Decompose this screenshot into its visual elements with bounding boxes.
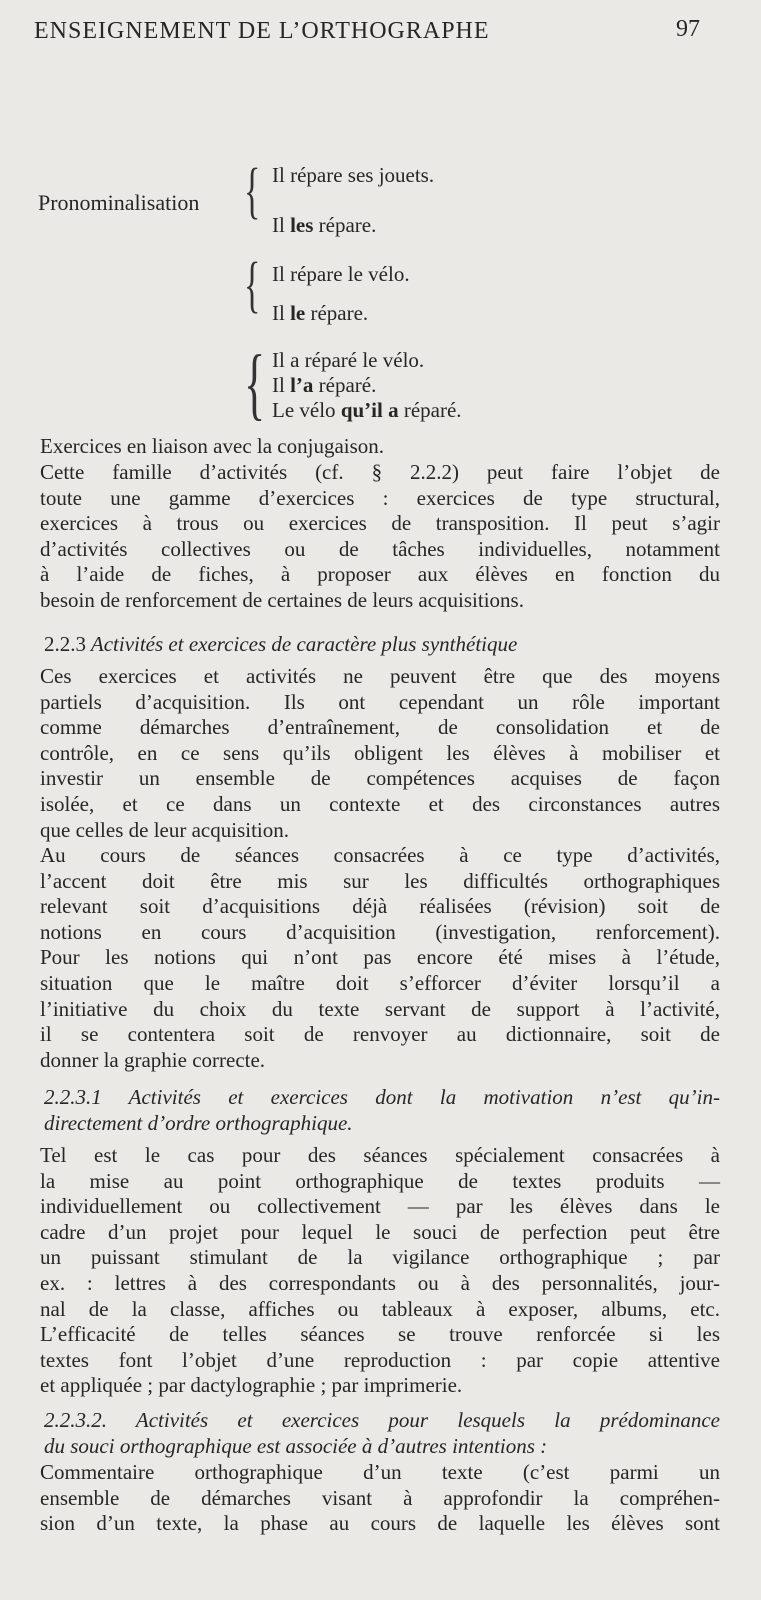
text-line: besoin de renforcement de certaines de leurs acquisitions. [40,587,524,612]
brace-group-2: { [244,251,261,319]
text-line: d’activités collectives ou de tâches individuelles, notamment [40,536,720,561]
text-line: que celles de leur acquisition. [40,817,289,842]
example-line: Il le répare. [272,301,369,325]
text-line: Tel est le cas pour des séances spécialement consacrées à [40,1143,720,1167]
text-line: l’initiative du choix du texte servant de support à l’activité, [40,996,720,1021]
text-line: ex. : lettres à des correspondants ou à des personnalités, jour- [40,1270,720,1295]
text-line: situation que le maître doit s’efforcer d’éviter lorsqu’il a [40,970,720,995]
text-line: contrôle, en ce sens qu’ils obligent les élèves à mobiliser et [40,740,720,765]
text-line: et appliquée ; par dactylographie ; par imprimerie. [40,1373,463,1398]
section-heading-2-2-3: 2.2.3 Activités et exercices de caractère plus synthétique [44,632,518,656]
heading-line: directement d’ordre orthographique. [44,1110,353,1135]
text-line: Cette famille d’activités (cf. § 2.2.2) peut faire l’objet de [40,460,720,484]
text-line: toute une gamme d’exercices : exercices de type structural, [40,485,720,510]
text-line: à l’aide de fiches, à proposer aux élèves en fonction du [40,562,720,587]
example-line: Il répare le vélo. [272,262,410,286]
text-line: cadre d’un projet pour lequel le souci de perfection peut être [40,1219,720,1244]
example-line: Il a réparé le vélo. [272,348,425,372]
paragraph-conjugaison-heading [40,434,720,460]
text-line: investir un ensemble de compétences acquises de façon [40,766,720,791]
heading-line: du souci orthographique est associée à d’autres intentions : [44,1433,548,1458]
section-heading-2-2-3-2 [44,1408,720,1459]
text-line: donner la graphie correcte. [40,1047,266,1072]
text-line: un puissant stimulant de la vigilance orthographique ; par [40,1245,720,1270]
paragraph-famille-activites [40,460,720,614]
text-line: Pour les notions qui n’ont pas encore été mises à l’étude, [40,945,720,970]
page-number: 97 [676,16,700,42]
example-line: Il répare ses jouets. [272,163,435,187]
paragraph-au-cours [40,843,720,1073]
text-line: Exercices en liaison avec la conjugaison. [40,434,385,458]
example-line: Il l’a réparé. [272,373,377,397]
text-line: individuellement ou collectivement — par les élèves dans le [40,1194,720,1219]
example-line: Le vélo qu’il a réparé. [272,398,462,422]
brace-group-1: { [244,157,261,225]
text-line: partiels d’acquisition. Ils ont cependant un rôle important [40,689,720,714]
paragraph-ces-exercices [40,664,720,843]
text-line: sion d’un texte, la phase au cours de laquelle les élèves sont [40,1511,720,1536]
example-line: Il les répare. [272,213,377,237]
heading-line: 2.2.3.2. Activités et exercices pour lesquels la prédominance [44,1408,720,1432]
paragraph-commentaire [40,1460,720,1537]
brace-group-3: { [244,340,266,428]
running-header: ENSEIGNEMENT DE L’ORTHOGRAPHE [34,18,490,44]
text-line: la mise au point orthographique de textes produits — [40,1168,720,1193]
text-line: textes font l’objet d’une reproduction : par copie attentive [40,1347,720,1372]
text-line: ensemble de démarches visant à approfondir la compréhen- [40,1485,720,1510]
heading-line: 2.2.3.1 Activités et exercices dont la motivation n’est qu’in- [44,1085,720,1109]
text-line: L’efficacité de telles séances se trouve renforcée si les [40,1322,720,1347]
examples-label: Pronominalisation [38,190,200,215]
text-line: nal de la classe, affiches ou tableaux à exposer, albums, etc. [40,1296,720,1321]
text-line: Commentaire orthographique d’un texte (c’est parmi un [40,1460,720,1484]
text-line: Au cours de séances consacrées à ce type d’activités, [40,843,720,867]
text-line: relevant soit d’acquisitions déjà réalisées (révision) soit de [40,894,720,919]
section-heading-2-2-3-1 [44,1085,720,1136]
text-line: isolée, et ce dans un contexte et des circonstances autres [40,791,720,816]
text-line: exercices à trous ou exercices de transposition. Il peut s’agir [40,511,720,536]
text-line: notions en cours d’acquisition (investigation, renforcement). [40,919,720,944]
text-line: comme démarches d’entraînement, de consolidation et de [40,715,720,740]
paragraph-tel-est-le-cas [40,1143,720,1399]
text-line: Ces exercices et activités ne peuvent être que des moyens [40,664,720,688]
text-line: l’accent doit être mis sur les difficultés orthographiques [40,868,720,893]
text-line: il se contentera soit de renvoyer au dictionnaire, soit de [40,1022,720,1047]
